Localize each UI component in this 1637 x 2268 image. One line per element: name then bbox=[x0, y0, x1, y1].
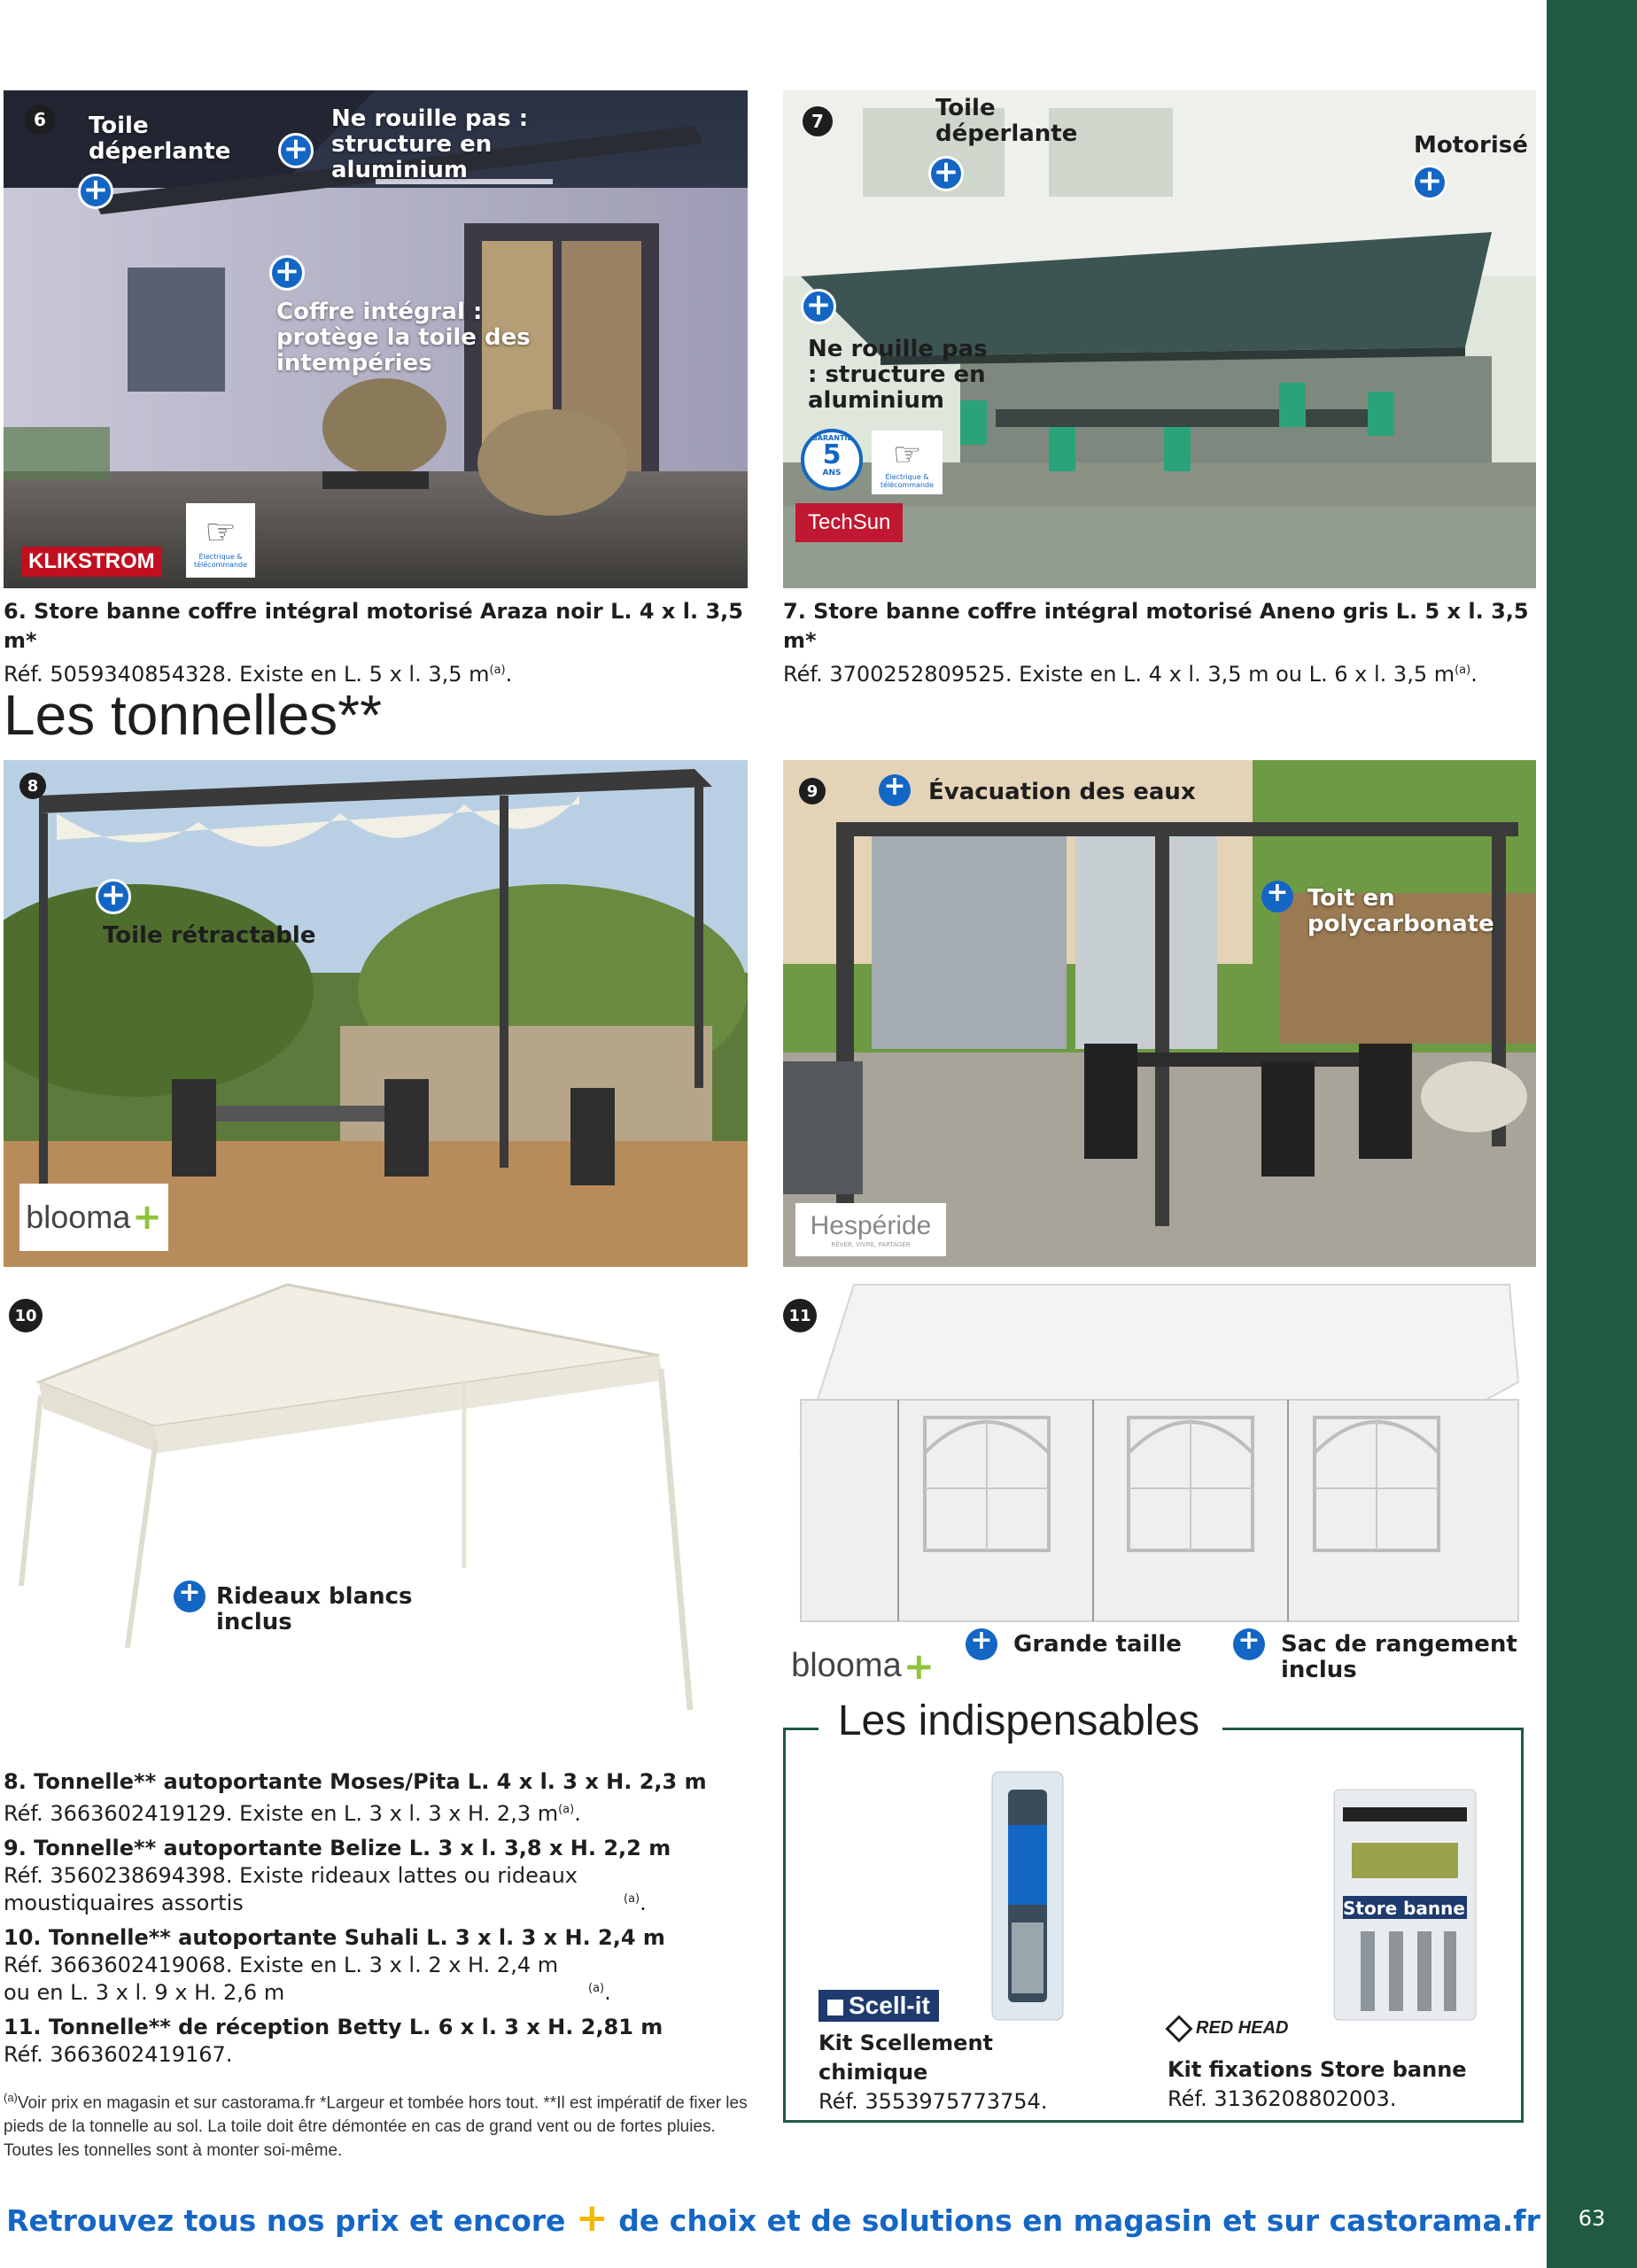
product-name: Kit Scellement chimique bbox=[818, 2031, 994, 2085]
photo-item-10 bbox=[4, 1276, 748, 1719]
plus-icon: + bbox=[1412, 165, 1447, 200]
photo-item-9 bbox=[783, 760, 1536, 1267]
blooma-logo bbox=[19, 1184, 168, 1251]
scell-it-logo bbox=[818, 1990, 939, 2022]
callout-grande-taille: Grande taille bbox=[1013, 1631, 1182, 1658]
badge-label: Électrique & télécommande bbox=[193, 553, 248, 569]
item-11-number-badge: 11 bbox=[783, 1299, 817, 1332]
brand-name: Hespéride bbox=[810, 1211, 932, 1240]
remote-control-icon: ☞ bbox=[205, 512, 237, 553]
remote-control-icon: ☞ bbox=[892, 436, 922, 473]
callout-ne-rouille-pas: Ne rouille pas : structure en aluminium bbox=[808, 336, 988, 414]
caption-item-7: 7. Store banne coffre intégral motorisé Aneno gris L. 5 x l. 3,5 m* Réf. 3700252809525. Existe en L. 4 x l. 3,5 m ou L. 6 x l. 3,5 $m^{(a)}$. bbox=[783, 599, 1529, 687]
page-number: 63 bbox=[1578, 2206, 1606, 2231]
brand-tagline: RÊVER, VIVRE, PARTAGER bbox=[831, 1241, 911, 1248]
plus-icon: + bbox=[1261, 881, 1293, 913]
callout-toit-polycarbonate: Toit en polycarbonate bbox=[1307, 885, 1494, 937]
caption-item-9 bbox=[4, 1835, 756, 1917]
footnote-sup: (a) bbox=[4, 2091, 18, 2104]
brand-name: Scell-it bbox=[849, 1992, 930, 2019]
footnote-legal bbox=[4, 2085, 756, 2163]
callout-evacuation-eaux: Évacuation des eaux bbox=[928, 779, 1196, 805]
product-store-banne-caption bbox=[1168, 2055, 1522, 2114]
photo-item-6 bbox=[4, 90, 748, 588]
diamond-icon bbox=[1165, 2015, 1192, 2042]
item-7-title: 7. Store banne coffre intégral motorisé Aneno gris L. 5 x l. 3,5 m* bbox=[783, 599, 1529, 653]
plus-icon: + bbox=[78, 174, 113, 209]
pergola-patio-scene bbox=[783, 760, 1536, 1267]
plus-icon: + bbox=[966, 1628, 997, 1660]
item-10-number-badge: 10 bbox=[9, 1299, 43, 1332]
item-6-ref: Réf. 5059340854328. Existe en L. 5 x l. 3,5 m bbox=[4, 662, 490, 687]
item-8-number-badge: 8 bbox=[19, 773, 46, 799]
ref-sup: (a) bbox=[588, 1982, 605, 1995]
callout-rideaux-blancs: Rideaux blancs inclus bbox=[216, 1583, 413, 1635]
callout-motorise: Motorisé bbox=[1414, 132, 1528, 159]
brand-name: KLIKSTROM bbox=[28, 549, 155, 573]
indispensables-top-rule-left bbox=[783, 1728, 818, 1730]
photo-item-8 bbox=[4, 760, 748, 1267]
store-banne-pack-label: Store banne bbox=[1343, 1898, 1465, 1919]
techsun-logo: TechSun bbox=[795, 503, 903, 542]
callout-toile-deperlante: Toile déperlante bbox=[89, 113, 231, 165]
guarantee-unit: ANS bbox=[822, 469, 842, 478]
banner-text-before: Retrouvez tous nos prix et encore bbox=[6, 2203, 566, 2238]
indispensables-title: Les indispensables bbox=[833, 1697, 1205, 1745]
callout-coffre-integral: Coffre intégral : protège la toile des intempéries bbox=[276, 299, 531, 377]
reception-tent bbox=[783, 1276, 1536, 1683]
ref-sup: (a) bbox=[624, 1892, 640, 1906]
guarantee-label: GARANTIE bbox=[811, 434, 852, 442]
square-icon bbox=[827, 2000, 843, 2016]
brand-name: blooma bbox=[791, 1646, 902, 1683]
item-7-ref: Réf. 3700252809525. Existe en L. 4 x l. 3,5 m ou L. 6 x l. 3,5 m bbox=[783, 662, 1455, 687]
ref-sup: (a) bbox=[558, 1803, 575, 1816]
section-title-tonnelles: Les tonnelles** bbox=[4, 683, 382, 747]
plus-icon: + bbox=[132, 1197, 162, 1238]
caption-title: 9. Tonnelle** autoportante Belize L. 3 x l. 3,8 x H. 2,2 m bbox=[4, 1836, 671, 1860]
photo-item-11 bbox=[783, 1276, 1536, 1683]
product-scellement-caption bbox=[818, 2029, 1067, 2117]
indispensables-top-rule-right bbox=[1222, 1728, 1524, 1730]
plus-icon: + bbox=[928, 156, 964, 191]
white-gazebo bbox=[4, 1276, 748, 1719]
callout-ne-rouille-pas: Ne rouille pas : structure en aluminium bbox=[331, 105, 529, 183]
plus-icon: + bbox=[801, 289, 836, 324]
callout-toile-deperlante: Toile déperlante bbox=[935, 95, 1078, 147]
caption-ref: Réf. 3663602419129. Existe en L. 3 x l. 3 x H. 2,3 m bbox=[4, 1801, 559, 1826]
caption-end: . bbox=[574, 1801, 581, 1826]
badge-label: Électrique & télécommande bbox=[880, 472, 935, 489]
guarantee-5-years-badge bbox=[801, 429, 863, 491]
plus-icon: + bbox=[174, 1581, 206, 1612]
caption-title: 11. Tonnelle** de réception Betty L. 6 x l. 3 x H. 2,81 m bbox=[4, 2015, 663, 2039]
captions-tonnelles bbox=[4, 1768, 756, 2069]
banner-text-after: de choix et de solutions en magasin et sur castorama.fr bbox=[618, 2203, 1540, 2238]
item-6-title: 6. Store banne coffre intégral motorisé Araza noir L. 4 x l. 3,5 m* bbox=[4, 599, 743, 653]
caption-end: . bbox=[604, 1980, 611, 2005]
sidebar-band bbox=[1547, 0, 1637, 2268]
plus-icon: + bbox=[903, 1643, 935, 1683]
item-6-number-badge: 6 bbox=[25, 105, 55, 135]
electric-remote-badge bbox=[872, 431, 943, 494]
brand-name: RED HEAD bbox=[1196, 2018, 1289, 2038]
klikstrom-logo bbox=[21, 547, 162, 577]
blooma-logo bbox=[783, 1639, 943, 1683]
callout-sac-rangement: Sac de rangement inclus bbox=[1281, 1631, 1517, 1683]
electric-remote-badge bbox=[186, 503, 255, 578]
hesperide-logo bbox=[795, 1203, 946, 1256]
product-ref: Réf. 3136208802003. bbox=[1168, 2086, 1397, 2111]
caption-ref: Réf. 3663602419167. bbox=[4, 2042, 233, 2067]
callout-toile-retractable: Toile rétractable bbox=[103, 922, 316, 949]
caption-item-6: 6. Store banne coffre intégral motorisé Araza noir L. 4 x l. 3,5 m* Réf. 5059340854328. Existe en L. 5 x l. 3,5 $m^{(a)}$. bbox=[4, 599, 743, 687]
bottom-promo-banner bbox=[0, 2195, 1547, 2241]
ref-sup: (a) bbox=[489, 664, 506, 677]
plus-icon: + bbox=[575, 2195, 609, 2241]
plus-icon: + bbox=[1233, 1628, 1265, 1660]
item-7-number-badge: 7 bbox=[803, 106, 833, 136]
plus-icon: + bbox=[879, 774, 911, 806]
scellement-cartridge-image bbox=[974, 1763, 1081, 2029]
caption-ref: Réf. 3663602419068. Existe en L. 3 x l. 2 x H. 2,4 m ou en L. 3 x l. 9 x H. 2,6 m bbox=[4, 1953, 559, 2005]
caption-end: . bbox=[640, 1891, 647, 1915]
ref-sup: (a) bbox=[1455, 664, 1471, 677]
plus-icon: + bbox=[278, 133, 314, 168]
footnote-text: Voir prix en magasin et sur castorama.fr *Largeur et tombée hors tout. **Il est impératif de fixer les pieds de la tonnelle au sol. La toile doit être démontée en cas de grand vent ou de fortes pluies. Toutes les tonnelles sont à monter soi-même. bbox=[4, 2093, 748, 2161]
photo-item-7 bbox=[783, 90, 1536, 588]
red-head-logo bbox=[1169, 2018, 1288, 2039]
guarantee-number: 5 bbox=[822, 439, 842, 470]
plus-icon: + bbox=[96, 879, 131, 914]
product-ref: Réf. 3553975773754. bbox=[818, 2089, 1048, 2114]
product-name: Kit fixations Store banne bbox=[1168, 2057, 1467, 2082]
caption-ref: Réf. 3560238694398. Existe rideaux lattes ou rideaux moustiquaires assortis bbox=[4, 1863, 578, 1915]
caption-item-10 bbox=[4, 1924, 756, 2007]
caption-title: 8. Tonnelle** autoportante Moses/Pita L. 4 x l. 3 x H. 2,3 m bbox=[4, 1769, 707, 1794]
caption-item-8 bbox=[4, 1768, 756, 1828]
caption-item-11 bbox=[4, 2014, 756, 2069]
brand-name: blooma bbox=[26, 1199, 131, 1235]
item-9-number-badge: 9 bbox=[799, 778, 826, 804]
caption-title: 10. Tonnelle** autoportante Suhali L. 3 x l. 3 x H. 2,4 m bbox=[4, 1925, 665, 1950]
plus-icon: + bbox=[269, 255, 305, 291]
